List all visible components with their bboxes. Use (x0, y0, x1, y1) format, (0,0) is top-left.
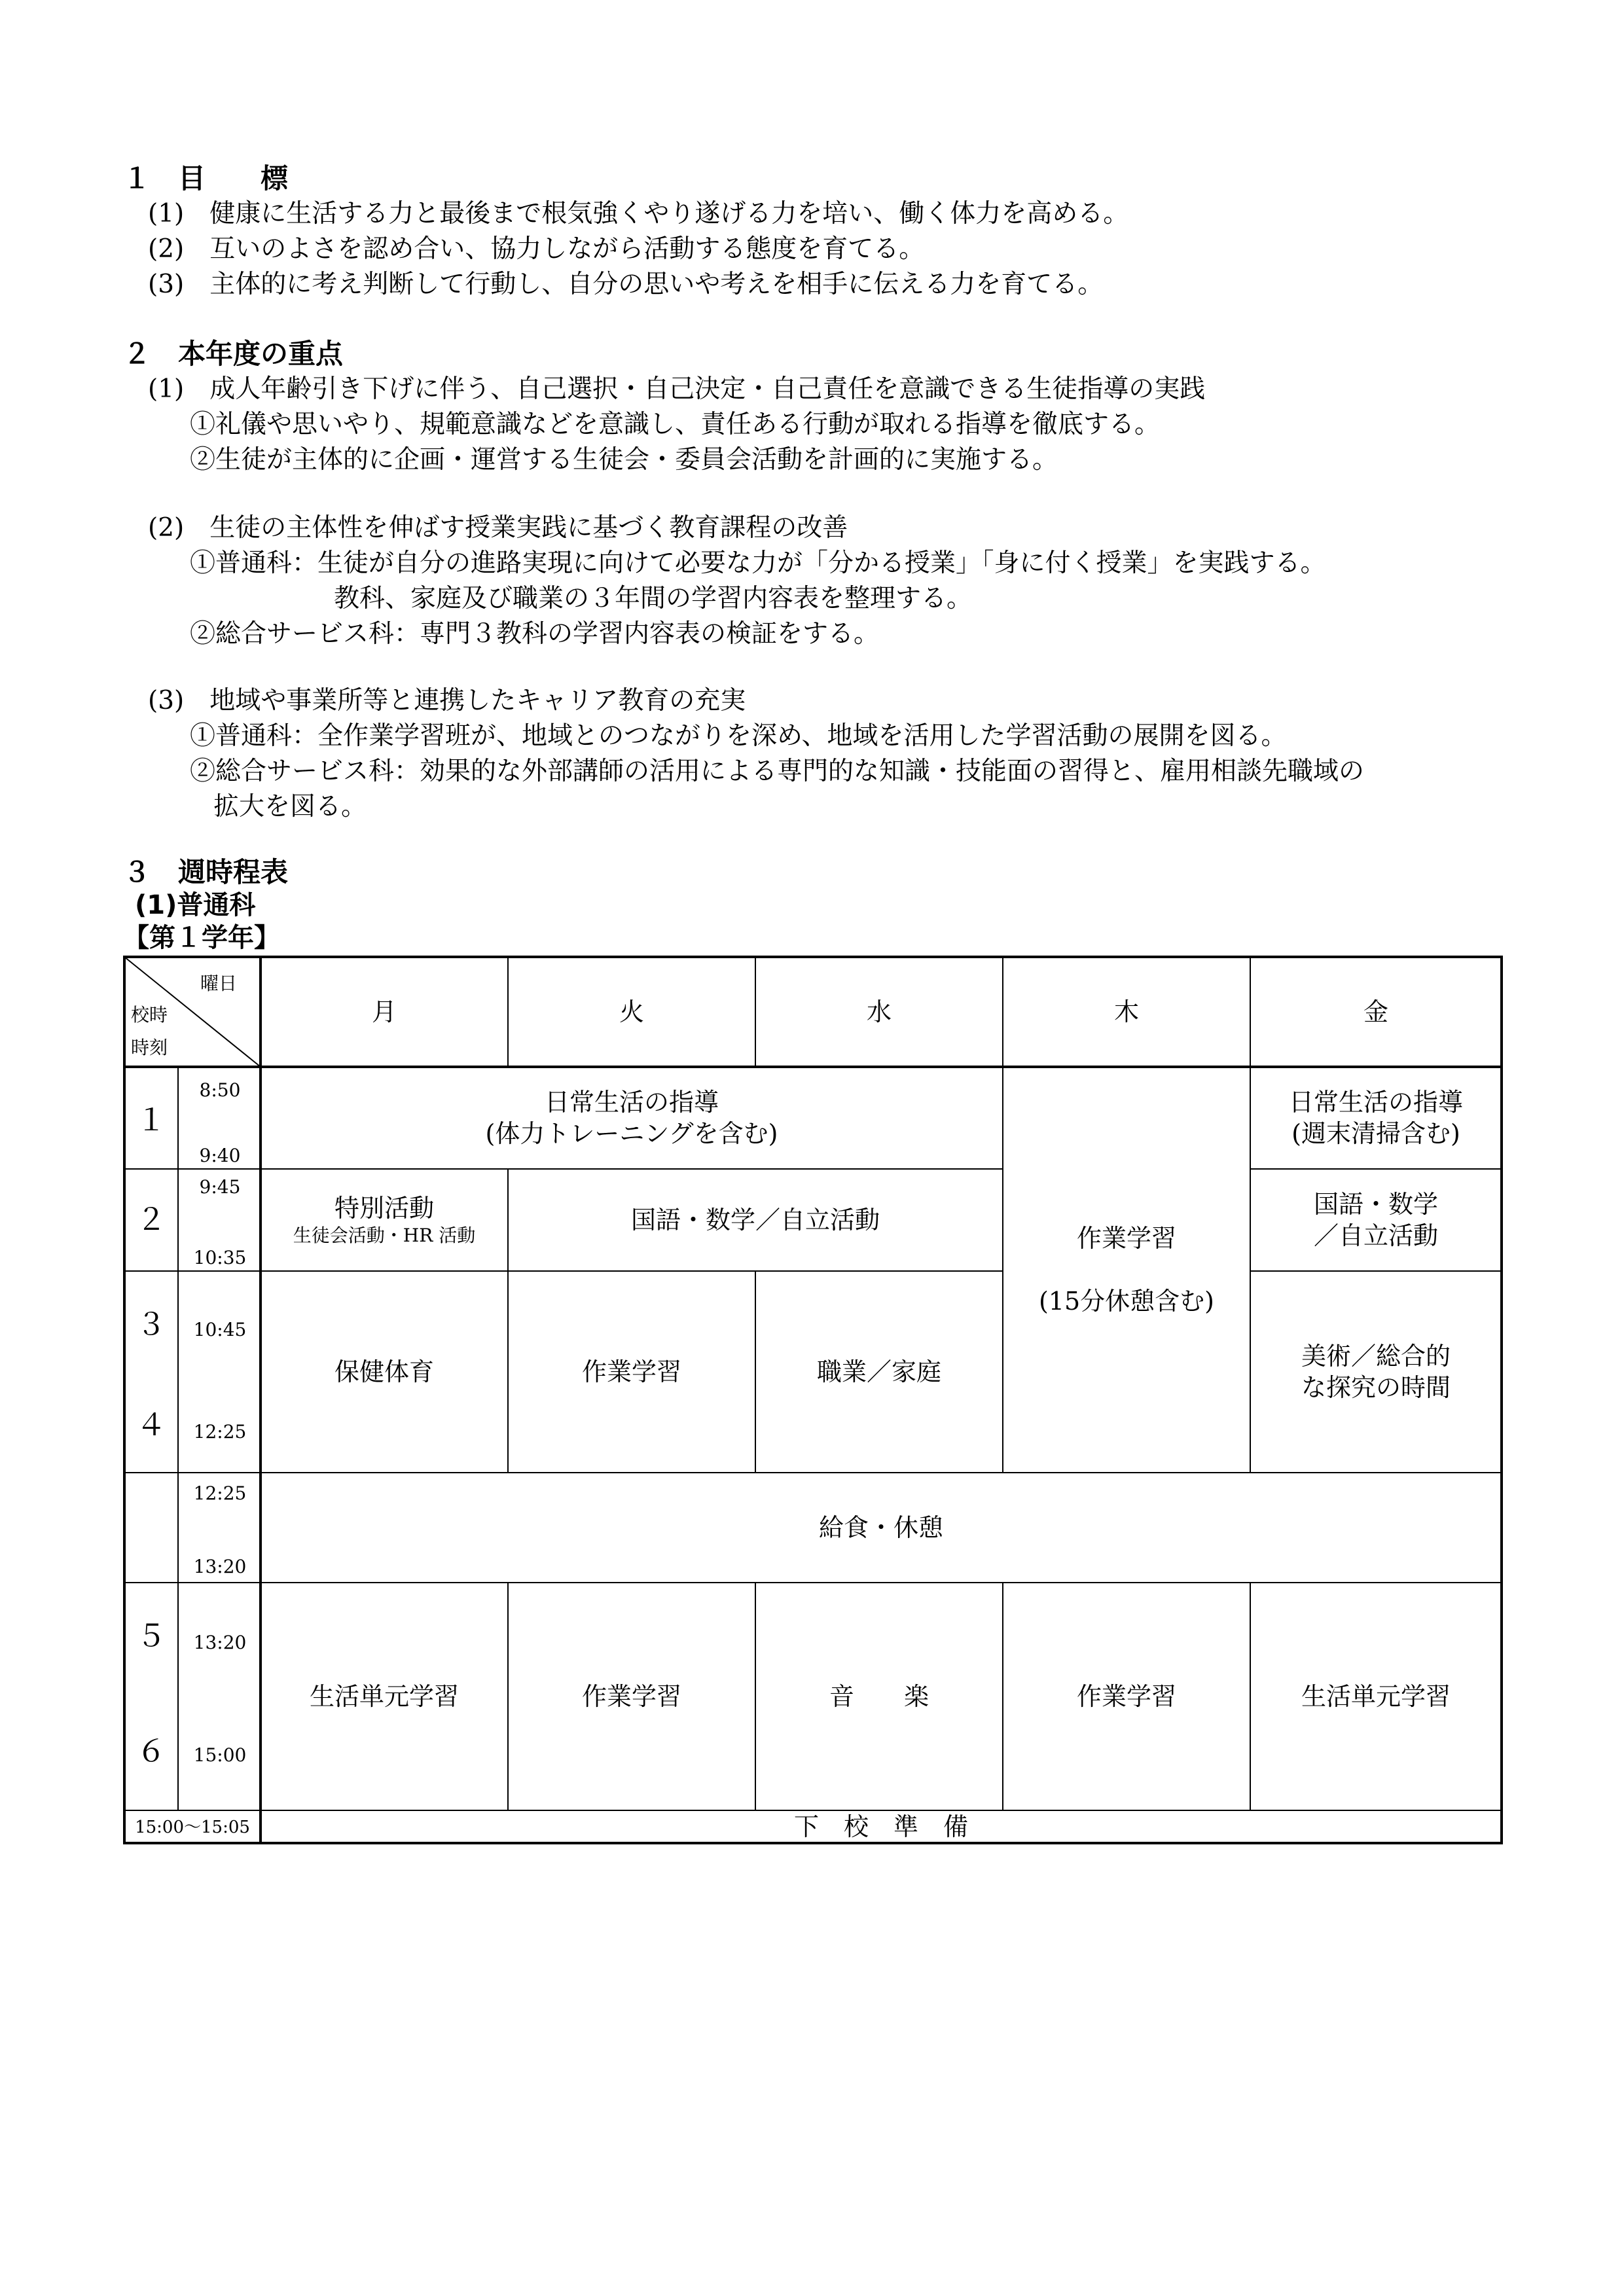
cell-thu-line-1: 作業学習 (1076, 1224, 1176, 1253)
cell-p2-mon-line-2: 生徒会活動・HR 活動 (293, 1225, 476, 1246)
cell-p34-fri-line-2: な探究の時間 (1301, 1373, 1451, 1402)
cell-p2-fri-line-1: 国語・数学 (1313, 1190, 1438, 1219)
corner-period-label: 校時 (131, 1004, 168, 1026)
cell-p56-thu: 作業学習 (1076, 1682, 1176, 1711)
focus-1-title: (1) 成人年齢引き下げに伴う、自己選択・自己決定・自己責任を意識できる生徒指導の実践 (148, 374, 1206, 404)
cell-p1-mon-wed-line-2: (体力トレーニングを含む) (485, 1119, 778, 1148)
corner-time-label: 時刻 (131, 1037, 168, 1058)
time-lunch-start: 12:25 (193, 1482, 247, 1504)
cell-p56-mon: 生活単元学習 (309, 1682, 459, 1711)
cell-p56-wed: 音 楽 (829, 1682, 929, 1711)
cell-p2-mon (261, 1169, 508, 1271)
goal-item-2: (2) 互いのよさを認め合い、協力しながら活動する態度を育てる。 (148, 234, 925, 264)
cell-thu-line-2: (15分休憩含む) (1038, 1287, 1214, 1316)
day-header-wed: 水 (866, 997, 892, 1026)
time-p1-end: 9:40 (199, 1145, 241, 1166)
cell-p34-wed: 職業／家庭 (816, 1357, 941, 1386)
focus-2-title: (2) 生徒の主体性を伸ばす授業実践に基づく教育課程の改善 (148, 513, 848, 543)
cell-p34-tue: 作業学習 (581, 1357, 681, 1386)
goal-item-3: (3) 主体的に考え判断して行動し、自分の思いや考えを相手に伝える力を育てる。 (148, 270, 1104, 299)
period-number-3: ３ (136, 1306, 166, 1342)
time-p2-start: 9:45 (199, 1176, 241, 1198)
cell-p1-mon-wed (261, 1067, 1003, 1169)
time-dismiss: 15:00～15:05 (135, 1818, 250, 1837)
focus-3-title: (3) 地域や事業所等と連携したキャリア教育の充実 (148, 686, 746, 715)
course-label: (1)普通科 (135, 890, 256, 920)
grade-label: 【第１学年】 (123, 923, 280, 953)
time-p5-start: 13:20 (193, 1632, 247, 1653)
goal-item-1: (1) 健康に生活する力と最後まで根気強くやり遂げる力を培い、働く体力を高める。 (148, 199, 1129, 228)
cell-lunch: 給食・休憩 (818, 1513, 943, 1542)
cell-p1-fri-line-2: (週末清掃含む) (1291, 1119, 1460, 1148)
focus-2-line-2: 教科、家庭及び職業の３年間の学習内容表を整理する。 (334, 584, 973, 613)
time-p4-end: 12:25 (193, 1421, 247, 1443)
cell-p56-fri: 生活単元学習 (1301, 1682, 1451, 1711)
cell-p34-mon: 保健体育 (334, 1357, 434, 1386)
time-p6-end: 15:00 (193, 1744, 247, 1766)
focus-1-line-1: ①礼儀や思いやり、規範意識などを意識し、責任ある行動が取れる指導を徹底する。 (190, 410, 1161, 439)
time-lunch-end: 13:20 (193, 1556, 247, 1577)
cell-p34-fri (1250, 1271, 1502, 1473)
cell-p2-fri-line-2: ／自立活動 (1313, 1221, 1438, 1250)
goals-heading: １ 目 標 (123, 162, 289, 194)
period-number-2: ２ (136, 1202, 166, 1237)
day-header-mon: 月 (371, 997, 397, 1026)
cell-p56-tue: 作業学習 (581, 1682, 681, 1711)
focus-2-line-3: ②総合サービス科：専門３教科の学習内容表の検証をする。 (190, 619, 880, 649)
day-header-tue: 火 (619, 997, 644, 1026)
focus-1-line-2: ②生徒が主体的に企画・運営する生徒会・委員会活動を計画的に実施する。 (190, 445, 1058, 475)
focus-3-line-3: 拡大を図る。 (213, 792, 367, 821)
day-header-fri: 金 (1363, 997, 1388, 1026)
cell-thu-p1-p4 (1003, 1067, 1250, 1473)
focus-3-line-1: ①普通科：全作業学習班が、地域とのつながりを深め、地域を活用した学習活動の展開を図る。 (190, 721, 1287, 751)
focus-3-line-2: ②総合サービス科：効果的な外部講師の活用による専門的な知識・技能面の習得と、雇用相談先職域の (190, 757, 1365, 786)
time-p3-start: 10:45 (193, 1319, 247, 1340)
cell-p2-fri (1250, 1169, 1502, 1271)
cell-p34-fri-line-1: 美術／総合的 (1301, 1342, 1451, 1371)
cell-p2-mon-line-1: 特別活動 (334, 1194, 434, 1223)
corner-day-label: 曜日 (200, 973, 238, 994)
cell-p1-fri-line-1: 日常生活の指導 (1288, 1088, 1463, 1117)
period-number-5: ５ (136, 1618, 166, 1653)
cell-dismiss: 下 校 準 備 (793, 1812, 968, 1841)
cell-p1-mon-wed-line-1: 日常生活の指導 (544, 1088, 719, 1117)
period-number-6: ６ (136, 1733, 166, 1768)
period-number-1: １ (136, 1102, 166, 1138)
timetable (123, 956, 1503, 1844)
focus-heading: ２ 本年度の重点 (123, 338, 344, 370)
period-number-4: ４ (136, 1407, 166, 1443)
time-p1-start: 8:50 (199, 1079, 241, 1101)
time-p2-end: 10:35 (193, 1247, 247, 1268)
cell-p1-fri (1250, 1067, 1502, 1169)
timetable-heading: ３ 週時程表 (123, 856, 289, 888)
focus-2-line-1: ①普通科：生徒が自分の進路実現に向けて必要な力が「分かる授業」「身に付く授業」を実践する。 (190, 548, 1326, 578)
cell-p2-tue-wed: 国語・数学／自立活動 (630, 1206, 880, 1234)
day-header-thu: 木 (1113, 997, 1139, 1026)
